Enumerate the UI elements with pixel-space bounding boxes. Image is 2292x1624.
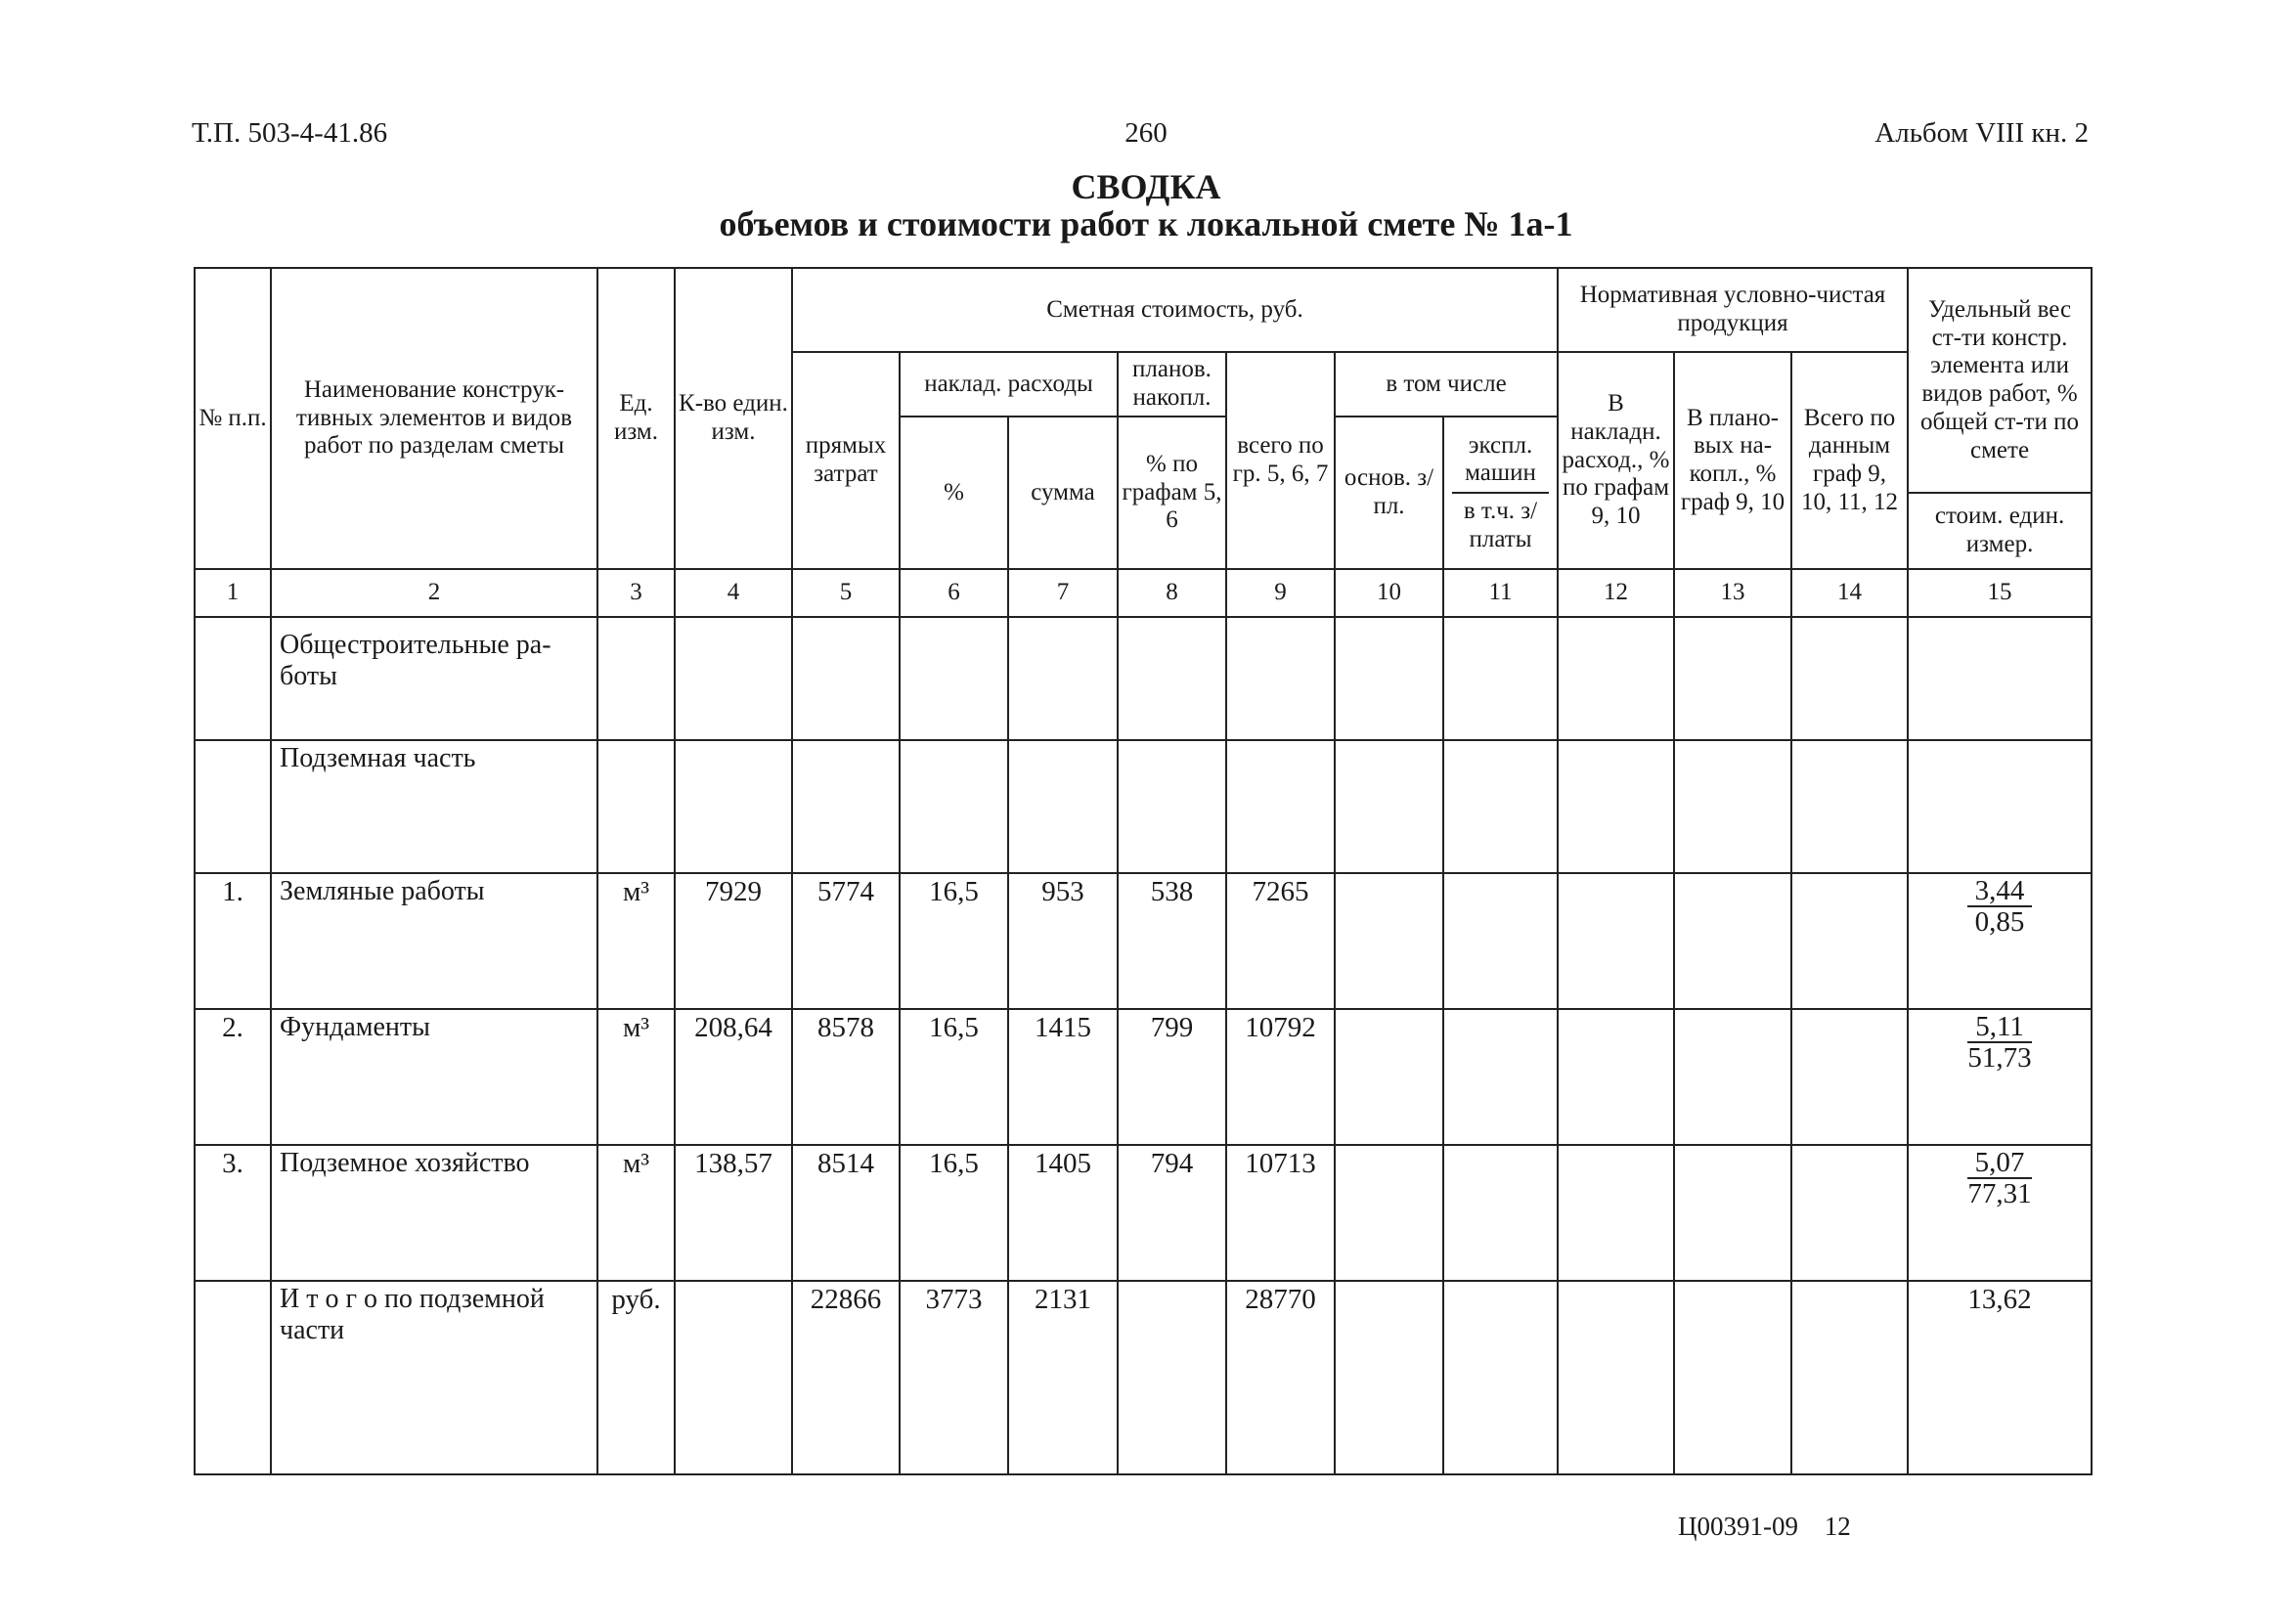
estimate-table <box>194 267 2093 1475</box>
row-num <box>198 1284 267 1471</box>
col-header-norm-group: Нормативная условно-чистая продукция <box>1558 268 1908 352</box>
col-header-machine-sub: в т.ч. з/платы <box>1452 492 1548 554</box>
row-num: 1. <box>222 876 243 907</box>
row-specific-pct: 13,62 <box>1967 1284 2032 1315</box>
row-num <box>198 620 267 737</box>
col-number: 11 <box>1443 569 1558 617</box>
col-number: 7 <box>1008 569 1118 617</box>
album-ref: Альбом VIII кн. 2 <box>1874 117 2089 149</box>
table-row <box>195 1009 2092 1145</box>
col-header-norm-planned: В плано-вых на-копл., % граф 9, 10 <box>1674 352 1791 569</box>
row-name: Фундаменты <box>280 1012 430 1042</box>
row-num: 2. <box>222 1012 243 1043</box>
row-specific-pct: 3,44 <box>1967 876 2033 907</box>
col-number: 14 <box>1791 569 1908 617</box>
row-planned: 799 <box>1150 1012 1194 1043</box>
col-header-planned: планов. накопл. <box>1118 352 1226 417</box>
col-header-cost-group: Сметная стоимость, руб. <box>792 268 1558 352</box>
col-header-overhead: наклад. расходы <box>900 352 1118 417</box>
row-total: 28770 <box>1245 1284 1316 1315</box>
table-row-total <box>195 1281 2092 1474</box>
row-planned: 538 <box>1150 876 1194 907</box>
col-header-name: Наименование конструк-тивных элементов и видов работ по разделам сметы <box>271 268 597 569</box>
col-number: 12 <box>1558 569 1674 617</box>
col-header-total: всего по гр. 5, 6, 7 <box>1226 352 1335 569</box>
table-row <box>195 1145 2092 1281</box>
page-number: 260 <box>1124 117 1168 149</box>
table-row <box>195 873 2092 1009</box>
col-header-norm-overhead: В накладн. расход., % по графам 9, 10 <box>1558 352 1674 569</box>
row-overhead-sum: 2131 <box>1035 1284 1091 1315</box>
col-header-unit: Ед. изм. <box>597 268 675 569</box>
row-qty: 7929 <box>705 876 762 907</box>
col-header-direct: прямых затрат <box>792 352 900 569</box>
page-subtitle: объемов и стоимости работ к локальной смете № 1а-1 <box>719 204 1573 243</box>
col-header-overhead-sum: сумма <box>1008 417 1118 569</box>
row-name: Общестроительные ра-боты <box>280 630 551 692</box>
table-row <box>195 740 2092 873</box>
row-total: 10713 <box>1245 1148 1316 1179</box>
row-num: 3. <box>222 1148 243 1179</box>
row-direct: 22866 <box>810 1284 882 1315</box>
row-qty: 208,64 <box>694 1012 772 1043</box>
row-name: Подземная часть <box>280 743 476 773</box>
row-direct: 5774 <box>817 876 874 907</box>
row-name: Земляные работы <box>280 876 485 906</box>
row-planned: 794 <box>1150 1148 1194 1179</box>
row-specific <box>1967 876 2033 939</box>
row-specific <box>1967 1012 2032 1075</box>
col-header-incl: в том числе <box>1335 352 1558 417</box>
col-number: 4 <box>675 569 792 617</box>
row-total: 10792 <box>1245 1012 1316 1043</box>
col-number: 13 <box>1674 569 1791 617</box>
row-overhead-sum: 1405 <box>1035 1148 1091 1179</box>
col-number: 9 <box>1226 569 1335 617</box>
col-header-basic: основ. з/пл. <box>1335 417 1443 569</box>
row-qty: 138,57 <box>694 1148 772 1179</box>
col-header-overhead-pct: % <box>900 417 1008 569</box>
row-total: 7265 <box>1252 876 1309 907</box>
row-specific-pct: 5,11 <box>1967 1012 2032 1043</box>
row-unit: м³ <box>622 876 650 907</box>
row-qty <box>679 1284 788 1471</box>
table-row <box>195 617 2092 740</box>
row-specific-unit-cost: 0,85 <box>1974 906 2025 939</box>
row-specific-pct: 5,07 <box>1967 1148 2033 1179</box>
col-number: 3 <box>597 569 675 617</box>
row-overhead-sum: 953 <box>1041 876 1084 907</box>
col-header-planned-sub: % по графам 5, 6 <box>1118 417 1226 569</box>
col-number: 2 <box>271 569 597 617</box>
row-name: Подземное хозяйство <box>280 1148 530 1178</box>
doc-code: Т.П. 503-4-41.86 <box>192 117 388 149</box>
col-header-norm-total: Всего по данным граф 9, 10, 11, 12 <box>1791 352 1908 569</box>
col-header-specific-sub: стоим. един. измер. <box>1908 493 2092 569</box>
col-number: 5 <box>792 569 900 617</box>
row-name: И т о г о по подземной части <box>280 1284 545 1346</box>
row-planned <box>1122 1284 1222 1471</box>
row-direct: 8514 <box>817 1148 874 1179</box>
row-specific <box>1967 1148 2033 1210</box>
row-specific-unit-cost: 77,31 <box>1967 1178 2032 1210</box>
row-specific-unit-cost: 51,73 <box>1967 1042 2032 1075</box>
row-direct: 8578 <box>817 1012 874 1043</box>
row-overhead-pct: 16,5 <box>929 876 979 907</box>
row-overhead-pct: 16,5 <box>929 1148 979 1179</box>
col-header-machine <box>1443 417 1558 569</box>
col-header-machine-label: экспл. машин <box>1465 431 1536 487</box>
row-unit: руб. <box>611 1284 661 1315</box>
row-num <box>198 743 267 870</box>
col-number: 1 <box>195 569 271 617</box>
row-overhead-sum: 1415 <box>1035 1012 1091 1043</box>
col-number: 15 <box>1908 569 2092 617</box>
row-unit: м³ <box>622 1148 650 1179</box>
col-header-num: № п.п. <box>195 268 271 569</box>
page-title: СВОДКА <box>1071 167 1221 206</box>
footer-code: Ц00391-09 12 <box>1678 1512 1851 1541</box>
col-header-specific: Удельный вес ст-ти констр. элемента или видов работ, % общей ст-ти по смете <box>1908 268 2092 493</box>
col-number: 6 <box>900 569 1008 617</box>
row-overhead-pct: 16,5 <box>929 1012 979 1043</box>
col-header-qty: К-во един. изм. <box>675 268 792 569</box>
row-unit: м³ <box>622 1012 650 1043</box>
col-number: 10 <box>1335 569 1443 617</box>
col-number: 8 <box>1118 569 1226 617</box>
row-overhead-pct: 3773 <box>925 1284 983 1315</box>
